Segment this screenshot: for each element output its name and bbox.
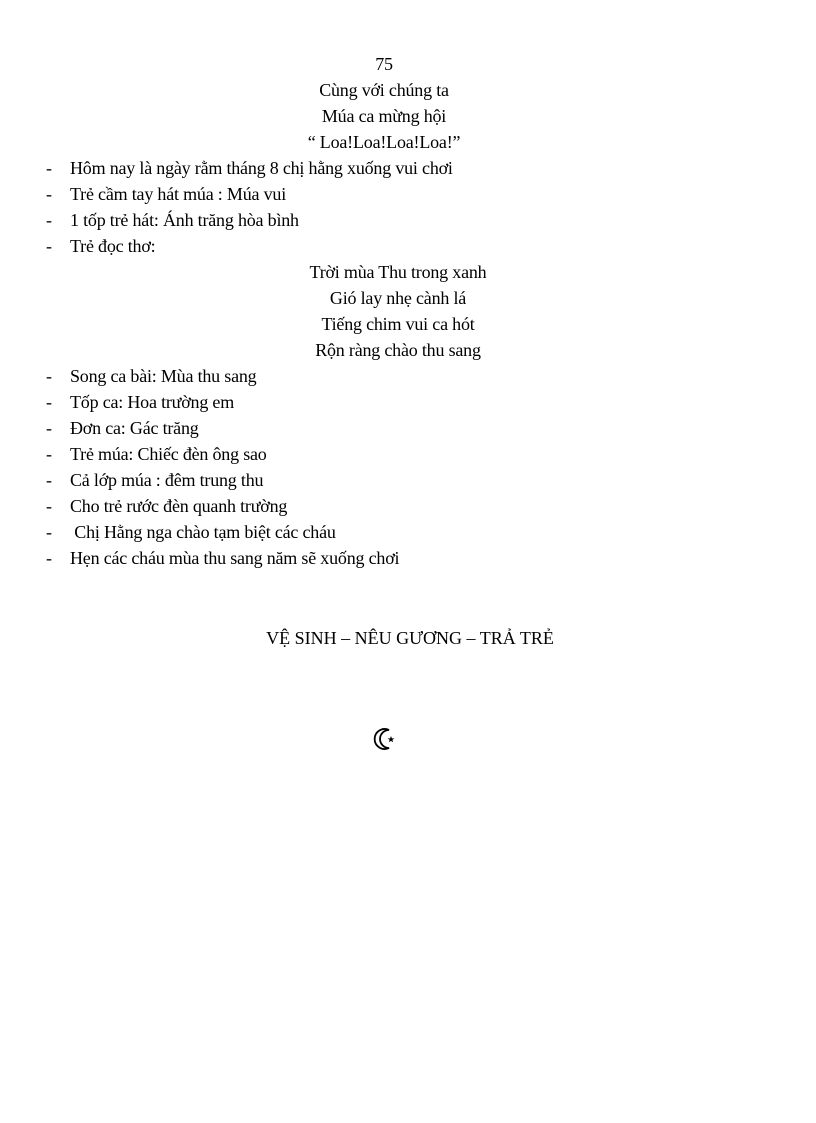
poem-line-4: Rộn ràng chào thu sang	[315, 340, 481, 360]
bullet-dash: -	[46, 418, 52, 438]
bullet-dash: -	[46, 184, 52, 204]
list-item	[46, 519, 336, 545]
bullet-dash: -	[46, 158, 52, 178]
list-item-text: Cả lớp múa : đêm trung thu	[70, 470, 264, 490]
list-item	[46, 415, 199, 441]
list-item-text: Cho trẻ rước đèn quanh trường	[70, 496, 288, 516]
closing-heading: VỆ SINH – NÊU GƯƠNG – TRẢ TRẺ	[266, 628, 554, 648]
bullet-dash: -	[46, 496, 52, 516]
poem-line-2: Gió lay nhẹ cành lá	[329, 288, 467, 308]
list-item	[46, 363, 256, 389]
crescent-star-icon	[372, 726, 398, 752]
intro-line-3: “ Loa!Loa!Loa!Loa!”	[307, 132, 461, 152]
bullet-dash: -	[46, 366, 52, 386]
intro-line-2: Múa ca mừng hội	[321, 106, 447, 126]
bullet-dash: -	[46, 470, 52, 490]
bullet-dash: -	[46, 392, 52, 412]
list-item-text: Hẹn các cháu mùa thu sang năm sẽ xuống chơi	[70, 548, 400, 568]
list-item-text: 1 tốp trẻ hát: Ánh trăng hòa bình	[70, 210, 299, 230]
list-item	[46, 545, 399, 571]
list-item	[46, 493, 287, 519]
list-item-text: Trẻ múa: Chiếc đèn ông sao	[70, 444, 267, 464]
list-item	[46, 467, 263, 493]
page-number: 75	[375, 54, 393, 74]
intro-line-1: Cùng với chúng ta	[319, 80, 449, 100]
list-item-text: Đơn ca: Gác trăng	[70, 418, 199, 438]
list-item	[46, 207, 299, 233]
list-item	[46, 441, 267, 467]
list-item-text: Trẻ cầm tay hát múa : Múa vui	[70, 184, 286, 204]
list-item	[46, 233, 155, 259]
list-item	[46, 155, 453, 181]
poem-line-1: Trời mùa Thu trong xanh	[309, 262, 487, 282]
list-item-text: Trẻ đọc thơ:	[70, 236, 156, 256]
list-item-text: Song ca bài: Mùa thu sang	[70, 366, 257, 386]
bullet-dash: -	[46, 236, 52, 256]
list-item	[46, 389, 234, 415]
list-item-text: Hôm nay là ngày rằm tháng 8 chị hằng xuống vui chơi	[70, 158, 453, 178]
list-item	[46, 181, 286, 207]
bullet-dash: -	[46, 548, 52, 568]
bullet-dash: -	[46, 210, 52, 230]
list-item-text: Tốp ca: Hoa trường em	[70, 392, 235, 412]
bullet-dash: -	[46, 522, 52, 542]
bullet-dash: -	[46, 444, 52, 464]
poem-line-3: Tiếng chim vui ca hót	[321, 314, 475, 334]
list-item-text: Chị Hằng nga chào tạm biệt các cháu	[70, 522, 336, 542]
